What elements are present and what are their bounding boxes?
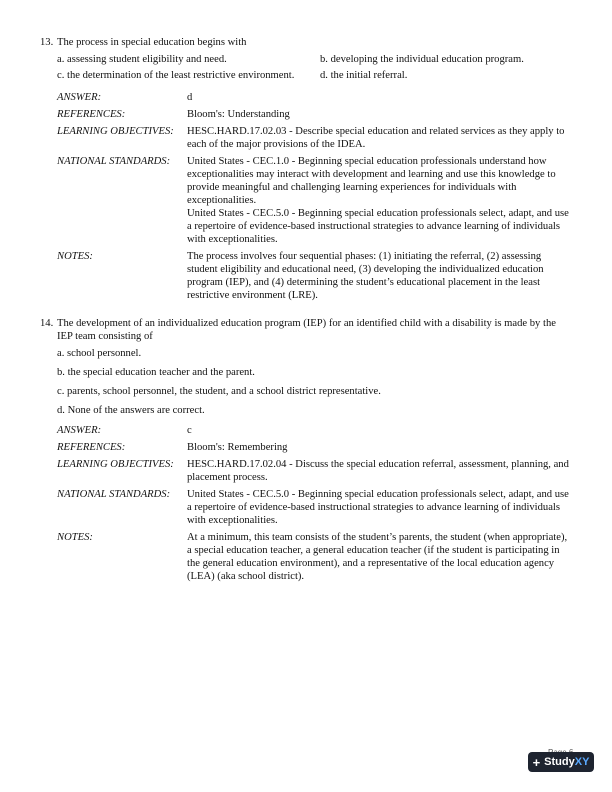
objectives-label: LEARNING OBJECTIVES: <box>57 126 174 137</box>
standards-row <box>57 488 570 527</box>
notes-label: NOTES: <box>57 532 93 543</box>
question-text: The development of an individualized education program (IEP) for an identified child with a disability is made by the IEP team consisting of <box>57 318 556 342</box>
answer-row <box>57 91 570 104</box>
standards-value <box>187 488 570 527</box>
option-b: b. the special education teacher and the parent. <box>57 367 255 378</box>
option-c: c. the determination of the least restrictive environment. <box>57 70 295 81</box>
standard-item: United States - CEC.5.0 - Beginning special education professionals select, adapt, and use a repertoire of evidence-based instructional strategies to advance learning of individuals with exceptionalities. <box>187 489 569 526</box>
option-c: c. parents, school personnel, the student, and a school district representative. <box>57 386 381 397</box>
option-a: a. school personnel. <box>57 348 142 359</box>
notes-row <box>57 531 570 583</box>
question-text: The process in special education begins with <box>57 37 247 48</box>
standards-label: NATIONAL STANDARDS: <box>57 156 171 167</box>
question-number: 13. <box>40 37 54 48</box>
notes-label: NOTES: <box>57 251 93 262</box>
references-value: Bloom's: Understanding <box>187 109 290 120</box>
objectives-value: HESC.HARD.17.02.04 - Discuss the special education referral, assessment, planning, and placement process. <box>187 459 569 483</box>
answer-value: c <box>187 425 192 436</box>
notes-row <box>57 250 570 302</box>
answer-options <box>40 53 570 82</box>
standards-row <box>57 155 570 246</box>
references-row <box>57 441 570 454</box>
answer-metadata <box>40 91 570 302</box>
brand-suffix: XY <box>574 755 590 768</box>
answer-metadata <box>40 424 570 583</box>
brand-prefix: Study <box>544 755 575 768</box>
studyxy-badge[interactable] <box>528 752 594 772</box>
references-value: Bloom's: Remembering <box>187 442 288 453</box>
standards-value <box>187 155 570 246</box>
standard-item: United States - CEC.1.0 - Beginning special education professionals understand how exceptionalities may interact with development and learning and use this knowledge to provide meaningful and challenging learning experiences for individuals with exceptionalities. <box>187 156 556 206</box>
question-stem <box>40 317 570 343</box>
answer-value: d <box>187 92 193 103</box>
objectives-row <box>57 125 570 151</box>
answer-label: ANSWER: <box>57 92 102 103</box>
notes-value: At a minimum, this team consists of the student’s parents, the student (when appropriate), a special education teacher, a general education teacher (if the student is participating in the general education environment), and a representative of the local education agency (LEA) (aka school district). <box>187 532 568 582</box>
notes-value: The process involves four sequential phases: (1) initiating the referral, (2) assessing student eligibility and educational need, (3) developing the individualized education program (IEP), and (4) determining the student’s educational placement in the least restrictive environment (LRE). <box>187 251 544 301</box>
answer-options <box>40 347 570 417</box>
standard-item: United States - CEC.5.0 - Beginning special education professionals select, adapt, and use a repertoire of evidence-based instructional strategies to advance learning of individuals with exceptionalities. <box>187 208 569 245</box>
references-label: REFERENCES: <box>57 109 126 120</box>
objectives-value: HESC.HARD.17.02.03 - Describe special education and related services as they apply to each of the major provisions of the IDEA. <box>187 126 565 150</box>
question-stem <box>40 36 570 49</box>
option-d: d. None of the answers are correct. <box>57 405 205 416</box>
option-b: b. developing the individual education program. <box>320 54 524 65</box>
option-d: d. the initial referral. <box>320 70 408 81</box>
brand-name <box>544 756 589 769</box>
references-row <box>57 108 570 121</box>
question-number: 14. <box>40 318 54 329</box>
objectives-row <box>57 458 570 484</box>
question-14 <box>40 317 570 587</box>
question-13 <box>40 36 570 306</box>
objectives-label: LEARNING OBJECTIVES: <box>57 459 174 470</box>
answer-label: ANSWER: <box>57 425 102 436</box>
standards-label: NATIONAL STANDARDS: <box>57 489 171 500</box>
option-a: a. assessing student eligibility and need. <box>57 54 227 65</box>
plus-icon: + <box>532 754 541 770</box>
answer-row <box>57 424 570 437</box>
references-label: REFERENCES: <box>57 442 126 453</box>
